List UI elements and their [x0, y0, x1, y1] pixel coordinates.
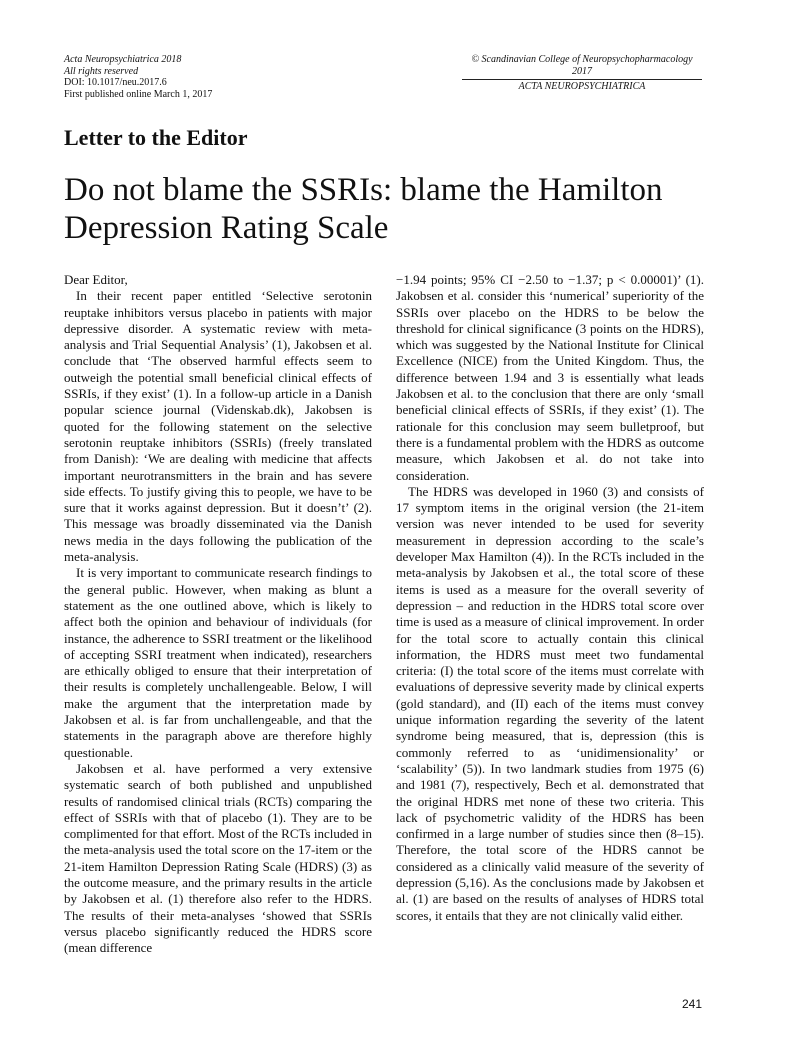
copyright-block [462, 54, 702, 93]
left-column [64, 272, 372, 956]
journal-name: Acta Neuropsychiatrica 2018 [64, 54, 182, 65]
header-divider [462, 79, 702, 80]
body-paragraph: −1.94 points; 95% CI −2.50 to −1.37; p < 0.00001)’ (1). Jakobsen et al. consider this ‘numerical’ superiority of the SSRIs over placebo on the HDRS to be below the threshold for clinical significance (3 points on the HDRS), which was suggested by the National Institute for Clinical Excellence (NICE) from the United Kingdom. Thus, the difference between 1.94 and 3 is essentially what leads Jakobsen et al. to the conclusion that there are only ‘small beneficial clinical effects of SSRIs, if they exist’ (1). The rationale for this conclusion may seem bulletproof, but there is a fundamental problem with the HDRS as outcome measure, which Jakobsen et al. do not take into consideration. [396, 272, 704, 483]
journal-info [64, 54, 212, 100]
body-paragraph: The HDRS was developed in 1960 (3) and consists of 17 symptom items in the original version (the 21-item version was never intended to be used for severity measurement in depression according to the scale’s developer Max Hamilton (4)). In the RCTs included in the meta-analysis by Jakobsen et al., the total score of these items is used as a measure for the overall severity of depression – and reduction in the HDRS total score over time is used as a measure of clinical improvement. In order for the total score to actually contain this clinical information, the HDRS must meet two fundamental criteria: (I) the total score of the items must correlate with evaluations of depressive severity made by clinical experts (gold standard), and (II) each of the items must convey unique information regarding the severity of the latent syndrome being measured, that is, depression (this is commonly referred to as ‘unidimensionality’ or ‘scalability’ (5)). In two landmark studies from 1975 (6) and 1981 (7), respectively, Bech et al. demonstrated that the original HDRS met none of these two criteria. This lack of psychometric validity of the HDRS has been confirmed in a large number of studies since then (8–15). Therefore, the total score of the HDRS cannot be considered as a clinically valid measure of the severity of depression (5,16). As the conclusions made by Jakobsen et al. (1) are based on the results of analyses of HDRS total scores, it entails that they are not clinically valid either. [396, 483, 704, 923]
section-label: Letter to the Editor [64, 125, 248, 150]
body-paragraph: It is very important to communicate research findings to the general public. However, when making as blunt a statement as the one outlined above, which is likely to affect both the opinion and behaviour of individuals (for instance, the adherence to SSRI treatment or the likelihood of accepting SSRI treatment when indicated), researchers are ethically obliged to ensure that their interpretation of their results is completely unchallengeable. Below, I will make the argument that the interpretation made by Jakobsen et al. is far from unchallengeable, and that the statements in the paragraph above are therefore highly questionable. [64, 565, 372, 760]
body-paragraph: Jakobsen et al. have performed a very extensive systematic search of both published and unpublished results of randomised clinical trials (RCTs) comparing the effect of SSRIs with that of placebo (1). They are to be complimented for that effort. Most of the RCTs included in the meta-analysis used the total score on the 17-item or the 21-item Hamilton Depression Rating Scale (HDRS) (3) as the outcome measure, and the primary results in the article by Jakobsen et al. (1) therefore also refer to the HDRS. The results of their meta-analyses ‘showed that SSRIs versus placebo significantly reduced the HDRS score (mean difference [64, 760, 372, 956]
salutation: Dear Editor, [64, 272, 128, 287]
doi: DOI: 10.1017/neu.2017.6 [64, 77, 167, 89]
article-title: Do not blame the SSRIs: blame the Hamilton Depression Rating Scale [64, 172, 663, 246]
publication-date: First published online March 1, 2017 [64, 88, 213, 100]
copyright-notice: © Scandinavian College of Neuropsychopharmacology 2017 [471, 54, 693, 77]
right-column [396, 272, 704, 924]
page-number: 241 [681, 997, 702, 1011]
rights-notice: All rights reserved [64, 65, 139, 77]
body-paragraph: In their recent paper entitled ‘Selective serotonin reuptake inhibitors versus placebo in patients with major depressive disorder. A systematic review with meta-analysis and Trial Sequential Analysis’ (1), Jakobsen et al. conclude that ‘The observed harmful effects seem to outweigh the potential small beneficial clinical effects of SSRIs, if they exist’ (1). In a follow-up article in a Danish popular science journal (Videnskab.dk), Jakobsen is quoted for the following statement on the selective serotonin reuptake inhibitors (SSRIs) (freely translated from Danish): ‘We are dealing with medicine that affects important neurotransmitters in the brain and has severe side effects. To justify giving this to people, we have to be sure that it works against depression. But it doesn’t’ (2). This message was broadly disseminated via the Danish news media in the days following the publication of the meta-analysis. [64, 288, 372, 565]
journal-running-title: ACTA NEUROPSYCHIATRICA [518, 81, 646, 93]
